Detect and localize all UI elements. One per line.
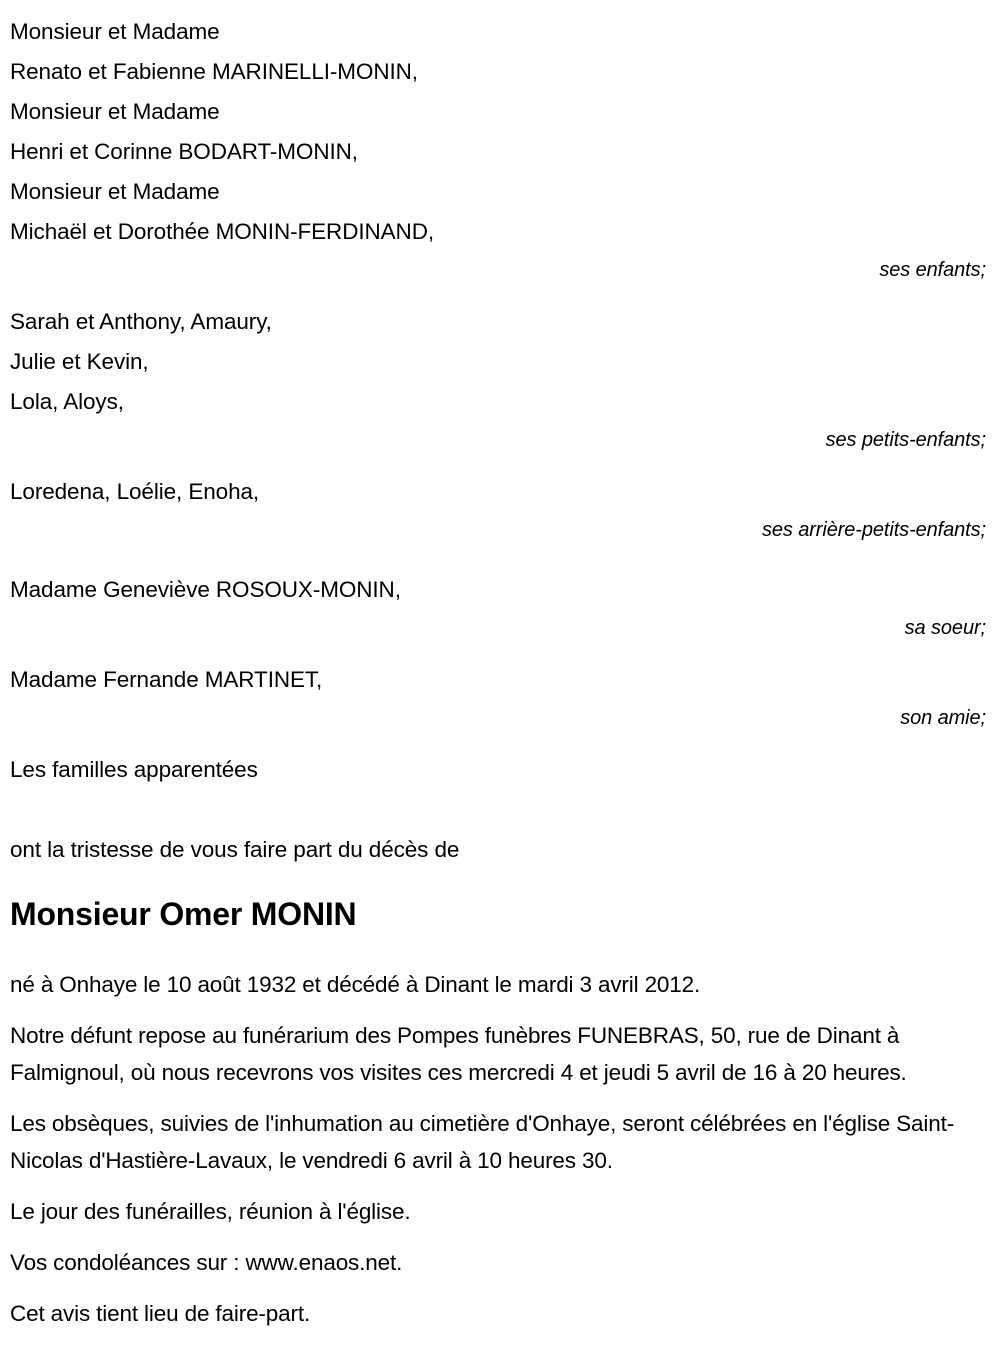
spacer bbox=[10, 936, 986, 966]
detail-paragraph: Les obsèques, suivies de l'inhumation au cimetière d'Onhaye, seront célébrées en l'église Saint-Nicolas d'Hastière-Lavaux, le vendredi 6 avril à 10 heures 30. bbox=[10, 1111, 955, 1173]
detail-paragraph: Notre défunt repose au funérarium des Pompes funèbres FUNEBRAS, 50, rue de Dinant à Falmignoul, où nous recevrons vos visites ces mercredi 4 et jeudi 5 avril de 16 à 20 heures. bbox=[10, 1023, 907, 1085]
friend-line: Madame Fernande MARTINET, bbox=[10, 667, 323, 692]
relation-label-grandchildren bbox=[10, 422, 986, 458]
children-line: Renato et Fabienne MARINELLI-MONIN, bbox=[10, 59, 418, 84]
spacer bbox=[10, 646, 986, 660]
spacer bbox=[10, 288, 986, 302]
detail-paragraph: Le jour des funérailles, réunion à l'église. bbox=[10, 1199, 411, 1224]
detail-paragraph: Cet avis tient lieu de faire-part. bbox=[10, 1301, 311, 1326]
relation-label-friend-text: son amie; bbox=[900, 707, 986, 729]
announcement-intro: ont la tristesse de vous faire part du décès de bbox=[10, 837, 460, 862]
children-line: Henri et Corinne BODART-MONIN, bbox=[10, 139, 358, 164]
children-block bbox=[10, 12, 986, 288]
spacer bbox=[10, 458, 986, 472]
relation-label-grandchildren-text: ses petits-enfants; bbox=[825, 429, 986, 451]
relation-label-children-text: ses enfants; bbox=[879, 259, 986, 281]
relation-label-friend bbox=[10, 700, 986, 736]
children-line: Monsieur et Madame bbox=[10, 99, 220, 124]
relation-label-sister-text: sa soeur; bbox=[904, 617, 986, 639]
spacer bbox=[10, 736, 986, 750]
relation-label-great-grandchildren-text: ses arrière-petits-enfants; bbox=[761, 519, 986, 541]
birth-death-line: né à Onhaye le 10 août 1932 et décédé à Dinant le mardi 3 avril 2012. bbox=[10, 972, 701, 997]
relation-label-children bbox=[10, 252, 986, 288]
sister-line: Madame Geneviève ROSOUX-MONIN, bbox=[10, 577, 401, 602]
spacer bbox=[10, 548, 986, 570]
children-line: Monsieur et Madame bbox=[10, 19, 220, 44]
friend-block bbox=[10, 660, 986, 736]
spacer bbox=[10, 1003, 986, 1017]
detail-paragraph-condolences: Vos condoléances sur : www.enaos.net. bbox=[10, 1250, 403, 1275]
great-grandchildren-block bbox=[10, 472, 986, 548]
relation-label-sister bbox=[10, 610, 986, 646]
great-grandchildren-line: Loredena, Loélie, Enoha, bbox=[10, 479, 260, 504]
children-line: Michaël et Dorothée MONIN-FERDINAND, bbox=[10, 219, 434, 244]
relation-label-great-grandchildren bbox=[10, 512, 986, 548]
grandchildren-line: Sarah et Anthony, Amaury, bbox=[10, 309, 272, 334]
sister-block bbox=[10, 570, 986, 646]
deceased-name: Monsieur Omer MONIN bbox=[10, 896, 357, 932]
spacer bbox=[10, 870, 986, 892]
spacer bbox=[10, 790, 986, 830]
grandchildren-line: Julie et Kevin, bbox=[10, 349, 149, 374]
children-line: Monsieur et Madame bbox=[10, 179, 220, 204]
grandchildren-block bbox=[10, 302, 986, 458]
grandchildren-line: Lola, Aloys, bbox=[10, 389, 124, 414]
related-families-line: Les familles apparentées bbox=[10, 757, 258, 782]
